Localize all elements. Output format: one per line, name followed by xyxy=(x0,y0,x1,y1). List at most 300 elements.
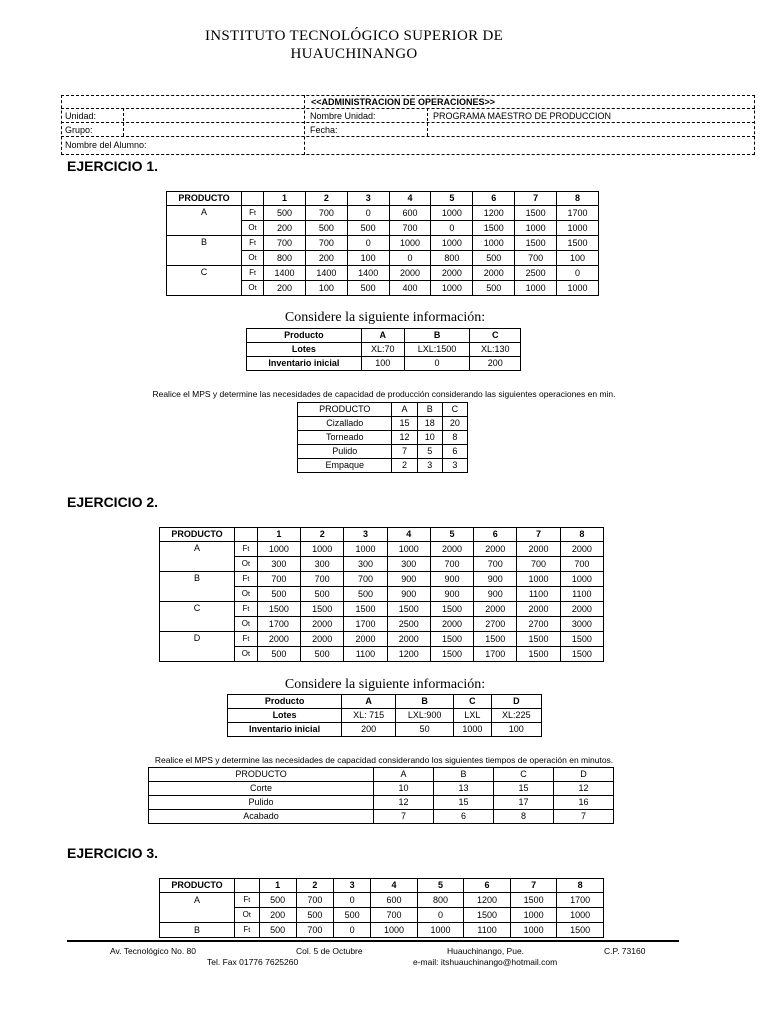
value-cell: 2000 xyxy=(431,266,473,281)
row-label-cell: Lotes xyxy=(228,709,342,723)
value-cell: 5 xyxy=(417,445,442,459)
value-cell: 2000 xyxy=(344,632,387,647)
header-cell: 5 xyxy=(417,879,464,893)
value-cell: 100 xyxy=(361,357,404,371)
ejercicio3-table xyxy=(159,878,604,938)
value-cell: 1700 xyxy=(557,893,604,908)
table-row xyxy=(228,709,542,723)
table-row xyxy=(160,923,604,938)
header-cell: Producto xyxy=(228,695,342,709)
value-cell: 2000 xyxy=(560,542,603,557)
table-row xyxy=(298,417,468,431)
value-cell: 0 xyxy=(557,266,599,281)
value-cell: 15 xyxy=(392,417,417,431)
row-label-cell: Ot xyxy=(242,221,264,236)
value-cell: LXL:1500 xyxy=(404,343,470,357)
value-cell: 500 xyxy=(259,893,296,908)
value-cell: 1500 xyxy=(517,632,560,647)
footer-divider xyxy=(67,940,679,942)
value-cell: 500 xyxy=(259,923,296,938)
ejercicio1-consider: Considere la siguiente información: xyxy=(284,310,486,325)
value-cell: 500 xyxy=(333,908,370,923)
value-cell: 1000 xyxy=(301,542,344,557)
value-cell: 700 xyxy=(296,893,333,908)
header-cell: C xyxy=(470,329,521,343)
value-cell: 900 xyxy=(387,587,430,602)
header-cell: 7 xyxy=(515,192,557,206)
nombre-unidad-label: Nombre Unidad: xyxy=(310,111,376,121)
value-cell: 1700 xyxy=(474,647,517,662)
header-cell xyxy=(235,879,260,893)
value-cell: XL:130 xyxy=(470,343,521,357)
value-cell: 16 xyxy=(553,796,613,810)
value-cell: 300 xyxy=(301,557,344,572)
value-cell: 17 xyxy=(494,796,554,810)
value-cell: 400 xyxy=(389,281,431,296)
header-cell: C xyxy=(442,403,467,417)
table-row xyxy=(160,572,604,587)
value-cell: 700 xyxy=(305,206,347,221)
ejercicio1-instruction: Realice el MPS y determine las necesidades de capacidad de producción considerando las siguientes operaciones en min. xyxy=(152,389,616,399)
ejercicio2-info-table xyxy=(227,694,542,737)
header-cell: A xyxy=(392,403,417,417)
header-cell: 2 xyxy=(296,879,333,893)
value-cell: 1000 xyxy=(557,908,604,923)
value-cell: 1000 xyxy=(454,723,492,737)
value-cell: 2000 xyxy=(473,266,515,281)
value-cell: 20 xyxy=(442,417,467,431)
row-label-cell: Inventario inicial xyxy=(228,723,342,737)
header-cell: B xyxy=(434,768,494,782)
value-cell: 700 xyxy=(257,572,300,587)
value-cell: 1500 xyxy=(464,908,511,923)
value-cell: 50 xyxy=(396,723,454,737)
row-label-cell: Ft xyxy=(235,632,258,647)
value-cell: 700 xyxy=(389,221,431,236)
value-cell: 1000 xyxy=(560,572,603,587)
header-cell: 3 xyxy=(347,192,389,206)
header-cell: PRODUCTO xyxy=(160,528,235,542)
value-cell: 500 xyxy=(347,221,389,236)
institution-line1: INSTITUTO TECNOLÓGICO SUPERIOR DE xyxy=(204,28,504,44)
row-label-cell: Ft xyxy=(235,572,258,587)
value-cell: 1700 xyxy=(344,617,387,632)
value-cell: 200 xyxy=(264,281,306,296)
table-row xyxy=(160,632,604,647)
value-cell: 3 xyxy=(442,459,467,473)
row-label-cell: Ot xyxy=(235,908,260,923)
header-cell: 2 xyxy=(301,528,344,542)
header-cell: D xyxy=(491,695,541,709)
value-cell: 100 xyxy=(557,251,599,266)
value-cell: 2000 xyxy=(387,632,430,647)
value-cell: 0 xyxy=(389,251,431,266)
value-cell: 1000 xyxy=(510,923,557,938)
value-cell: 500 xyxy=(264,206,306,221)
header-cell: PRODUCTO xyxy=(298,403,392,417)
value-cell: 2000 xyxy=(517,542,560,557)
value-cell: 600 xyxy=(389,206,431,221)
product-name-cell: C xyxy=(167,266,242,296)
value-cell: 0 xyxy=(404,357,470,371)
table-row xyxy=(149,810,614,824)
value-cell: 3000 xyxy=(560,617,603,632)
value-cell: 500 xyxy=(301,647,344,662)
grupo-label: Grupo: xyxy=(65,125,93,135)
value-cell: 200 xyxy=(264,221,306,236)
value-cell: 1000 xyxy=(371,923,418,938)
ejercicio2-ops-table xyxy=(148,767,614,824)
header-cell: 2 xyxy=(305,192,347,206)
value-cell: 1200 xyxy=(387,647,430,662)
value-cell: 1100 xyxy=(517,587,560,602)
row-label-cell: Ft xyxy=(235,923,260,938)
header-cell: 5 xyxy=(430,528,473,542)
value-cell: 1000 xyxy=(257,542,300,557)
value-cell: 900 xyxy=(474,572,517,587)
institution-line2: HUAUCHINANGO xyxy=(290,46,418,62)
value-cell: 1100 xyxy=(560,587,603,602)
value-cell: 0 xyxy=(347,236,389,251)
header-cell: 4 xyxy=(387,528,430,542)
header-cell: 8 xyxy=(557,192,599,206)
footer-city: Huauchinango, Pue. xyxy=(447,946,525,956)
value-cell: 2000 xyxy=(301,617,344,632)
product-name-cell: B xyxy=(160,923,235,938)
value-cell: 2000 xyxy=(389,266,431,281)
value-cell: 700 xyxy=(474,557,517,572)
row-label-cell: Ot xyxy=(242,251,264,266)
value-cell: 18 xyxy=(417,417,442,431)
value-cell: LXL xyxy=(454,709,492,723)
value-cell: 1200 xyxy=(473,206,515,221)
value-cell: 1000 xyxy=(510,908,557,923)
value-cell: 1500 xyxy=(517,647,560,662)
header-cell: D xyxy=(553,768,613,782)
header-cell: 8 xyxy=(557,879,604,893)
header-cell: 1 xyxy=(264,192,306,206)
value-cell: 13 xyxy=(434,782,494,796)
value-cell: 1500 xyxy=(387,602,430,617)
value-cell: 500 xyxy=(347,281,389,296)
value-cell: 7 xyxy=(392,445,417,459)
header-cell: A xyxy=(361,329,404,343)
product-name-cell: B xyxy=(160,572,235,602)
unidad-label: Unidad: xyxy=(65,111,97,121)
value-cell: 2000 xyxy=(301,632,344,647)
value-cell: 1000 xyxy=(344,542,387,557)
header-cell: A xyxy=(374,768,434,782)
table-row xyxy=(167,266,599,281)
footer-address: Av. Tecnológico No. 80 xyxy=(110,946,197,956)
value-cell: 1000 xyxy=(515,281,557,296)
value-cell: XL:70 xyxy=(361,343,404,357)
value-cell: 0 xyxy=(347,206,389,221)
fecha-label: Fecha: xyxy=(310,125,338,135)
header-cell: B xyxy=(404,329,470,343)
value-cell: 500 xyxy=(296,908,333,923)
value-cell: 1500 xyxy=(344,602,387,617)
value-cell: 2000 xyxy=(430,542,473,557)
header-cell: 1 xyxy=(259,879,296,893)
header-cell: 8 xyxy=(560,528,603,542)
value-cell: 700 xyxy=(517,557,560,572)
product-name-cell: D xyxy=(160,632,235,662)
header-cell: 1 xyxy=(257,528,300,542)
value-cell: 1400 xyxy=(264,266,306,281)
table-row xyxy=(160,542,604,557)
value-cell: 0 xyxy=(417,908,464,923)
header-form xyxy=(61,95,755,155)
value-cell: 2000 xyxy=(430,617,473,632)
value-cell: 800 xyxy=(417,893,464,908)
header-cell xyxy=(235,528,258,542)
value-cell: 0 xyxy=(431,221,473,236)
table-row xyxy=(247,357,521,371)
value-cell: 15 xyxy=(434,796,494,810)
row-label-cell: Pulido xyxy=(149,796,374,810)
row-label-cell: Ft xyxy=(242,206,264,221)
value-cell: 200 xyxy=(470,357,521,371)
value-cell: 500 xyxy=(257,647,300,662)
value-cell: 7 xyxy=(374,810,434,824)
value-cell: 500 xyxy=(473,251,515,266)
value-cell: 1000 xyxy=(473,236,515,251)
value-cell: 500 xyxy=(473,281,515,296)
value-cell: 12 xyxy=(553,782,613,796)
value-cell: 1000 xyxy=(389,236,431,251)
table-row xyxy=(149,796,614,810)
header-cell: C xyxy=(454,695,492,709)
row-label-cell: Ot xyxy=(242,281,264,296)
value-cell: 900 xyxy=(387,572,430,587)
value-cell: LXL:900 xyxy=(396,709,454,723)
value-cell: 200 xyxy=(259,908,296,923)
value-cell: 1500 xyxy=(430,647,473,662)
value-cell: 1700 xyxy=(257,617,300,632)
value-cell: 1000 xyxy=(431,281,473,296)
value-cell: 500 xyxy=(305,221,347,236)
row-label-cell: Ft xyxy=(242,236,264,251)
value-cell: 2700 xyxy=(517,617,560,632)
header-cell: PRODUCTO xyxy=(160,879,235,893)
ejercicio3-title: EJERCICIO 3. xyxy=(67,845,159,861)
value-cell: 1000 xyxy=(431,206,473,221)
value-cell: 500 xyxy=(344,587,387,602)
header-cell xyxy=(242,192,264,206)
value-cell: 1000 xyxy=(517,572,560,587)
value-cell: 1000 xyxy=(557,221,599,236)
product-name-cell: B xyxy=(167,236,242,266)
table-row xyxy=(298,459,468,473)
value-cell: 100 xyxy=(491,723,541,737)
table-row xyxy=(149,782,614,796)
product-name-cell: A xyxy=(160,893,235,908)
value-cell: 1500 xyxy=(515,206,557,221)
row-label-cell: Ft xyxy=(242,266,264,281)
value-cell: 7 xyxy=(553,810,613,824)
value-cell: 1500 xyxy=(473,221,515,236)
nombre-unidad-value: PROGRAMA MAESTRO DE PRODUCCION xyxy=(433,111,612,121)
value-cell: 1500 xyxy=(301,602,344,617)
header-cell: 6 xyxy=(473,192,515,206)
value-cell: 1000 xyxy=(515,221,557,236)
value-cell: 800 xyxy=(431,251,473,266)
value-cell: 2000 xyxy=(517,602,560,617)
value-cell: 300 xyxy=(387,557,430,572)
table-row xyxy=(228,723,542,737)
value-cell: 15 xyxy=(494,782,554,796)
product-name-cell xyxy=(160,908,235,923)
row-label-cell: Empaque xyxy=(298,459,392,473)
value-cell: 700 xyxy=(371,908,418,923)
value-cell: 1500 xyxy=(430,632,473,647)
value-cell: 1500 xyxy=(257,602,300,617)
value-cell: 2 xyxy=(392,459,417,473)
value-cell: 6 xyxy=(442,445,467,459)
table-row xyxy=(167,206,599,221)
value-cell: 1500 xyxy=(557,923,604,938)
row-label-cell: Ot xyxy=(235,617,258,632)
row-label-cell: Lotes xyxy=(247,343,362,357)
value-cell: 200 xyxy=(305,251,347,266)
header-cell: 3 xyxy=(333,879,370,893)
value-cell: 6 xyxy=(434,810,494,824)
value-cell: 12 xyxy=(374,796,434,810)
product-name-cell: A xyxy=(167,206,242,236)
value-cell: 1000 xyxy=(417,923,464,938)
ejercicio1-table xyxy=(166,191,599,296)
header-cell: Producto xyxy=(247,329,362,343)
row-label-cell: Ot xyxy=(235,647,258,662)
value-cell: 10 xyxy=(374,782,434,796)
value-cell: 900 xyxy=(474,587,517,602)
header-cell: PRODUCTO xyxy=(149,768,374,782)
value-cell: 300 xyxy=(344,557,387,572)
value-cell: 700 xyxy=(560,557,603,572)
value-cell: 700 xyxy=(301,572,344,587)
ejercicio2-consider: Considere la siguiente información: xyxy=(284,677,486,692)
value-cell: 1100 xyxy=(464,923,511,938)
value-cell: 0 xyxy=(333,923,370,938)
value-cell: 100 xyxy=(305,281,347,296)
header-cell: B xyxy=(417,403,442,417)
header-cell: 3 xyxy=(344,528,387,542)
value-cell: 0 xyxy=(333,893,370,908)
row-label-cell: Ft xyxy=(235,542,258,557)
value-cell: 2500 xyxy=(515,266,557,281)
product-name-cell: A xyxy=(160,542,235,572)
ejercicio2-instruction: Realice el MPS y determine las necesidades de capacidad considerando los siguientes tiempos de operación en minutos. xyxy=(154,755,614,765)
row-label-cell: Ot xyxy=(235,587,258,602)
row-label-cell: Cizallado xyxy=(298,417,392,431)
value-cell: 2000 xyxy=(474,542,517,557)
value-cell: 2000 xyxy=(257,632,300,647)
value-cell: 2500 xyxy=(387,617,430,632)
footer-cp: C.P. 73160 xyxy=(604,946,646,956)
value-cell: 200 xyxy=(342,723,396,737)
row-label-cell: Inventario inicial xyxy=(247,357,362,371)
value-cell: 10 xyxy=(417,431,442,445)
table-row xyxy=(160,602,604,617)
value-cell: 1500 xyxy=(515,236,557,251)
footer-email: e-mail: itshuauchinango@hotmail.com xyxy=(413,957,558,967)
value-cell: 1500 xyxy=(557,236,599,251)
value-cell: 1200 xyxy=(464,893,511,908)
value-cell: 700 xyxy=(264,236,306,251)
value-cell: 2000 xyxy=(560,602,603,617)
value-cell: 2700 xyxy=(474,617,517,632)
nombre-alumno-label: Nombre del Alumno: xyxy=(65,140,147,150)
value-cell: 900 xyxy=(430,587,473,602)
value-cell: 1400 xyxy=(347,266,389,281)
row-label-cell: Acabado xyxy=(149,810,374,824)
value-cell: 300 xyxy=(257,557,300,572)
table-row xyxy=(167,236,599,251)
value-cell: XL:225 xyxy=(491,709,541,723)
ejercicio2-title: EJERCICIO 2. xyxy=(67,494,159,510)
value-cell: 1000 xyxy=(557,281,599,296)
ejercicio1-ops-table xyxy=(297,402,468,473)
table-row xyxy=(160,908,604,923)
value-cell: 1500 xyxy=(560,647,603,662)
header-cell: 4 xyxy=(389,192,431,206)
header-cell: 4 xyxy=(371,879,418,893)
footer-tel: Tel. Fax 01776 7625260 xyxy=(207,957,299,967)
table-row xyxy=(160,893,604,908)
value-cell: 8 xyxy=(442,431,467,445)
table-row xyxy=(247,343,521,357)
header-cell: 6 xyxy=(474,528,517,542)
value-cell: 1500 xyxy=(560,632,603,647)
value-cell: 1100 xyxy=(344,647,387,662)
value-cell: 1400 xyxy=(305,266,347,281)
value-cell: 100 xyxy=(347,251,389,266)
ejercicio1-title: EJERCICIO 1. xyxy=(67,158,159,174)
value-cell: 8 xyxy=(494,810,554,824)
value-cell: 1500 xyxy=(510,893,557,908)
value-cell: 2000 xyxy=(474,602,517,617)
row-label-cell: Corte xyxy=(149,782,374,796)
header-title: <<ADMINISTRACION DE OPERACIONES>> xyxy=(311,97,496,107)
value-cell: 1000 xyxy=(431,236,473,251)
value-cell: 700 xyxy=(430,557,473,572)
header-cell: C xyxy=(494,768,554,782)
row-label-cell: Ot xyxy=(235,557,258,572)
ejercicio2-table xyxy=(159,527,604,662)
value-cell: 900 xyxy=(430,572,473,587)
header-cell: 7 xyxy=(517,528,560,542)
header-cell: PRODUCTO xyxy=(167,192,242,206)
value-cell: 700 xyxy=(344,572,387,587)
value-cell: 1500 xyxy=(430,602,473,617)
value-cell: 12 xyxy=(392,431,417,445)
value-cell: 500 xyxy=(257,587,300,602)
table-row xyxy=(298,445,468,459)
row-label-cell: Ft xyxy=(235,602,258,617)
header-cell: 7 xyxy=(510,879,557,893)
value-cell: 500 xyxy=(301,587,344,602)
value-cell: 1500 xyxy=(474,632,517,647)
row-label-cell: Torneado xyxy=(298,431,392,445)
table-row xyxy=(298,431,468,445)
header-cell: 5 xyxy=(431,192,473,206)
value-cell: XL: 715 xyxy=(342,709,396,723)
product-name-cell: C xyxy=(160,602,235,632)
footer-colonia: Col. 5 de Octubre xyxy=(296,946,363,956)
value-cell: 1000 xyxy=(387,542,430,557)
value-cell: 600 xyxy=(371,893,418,908)
